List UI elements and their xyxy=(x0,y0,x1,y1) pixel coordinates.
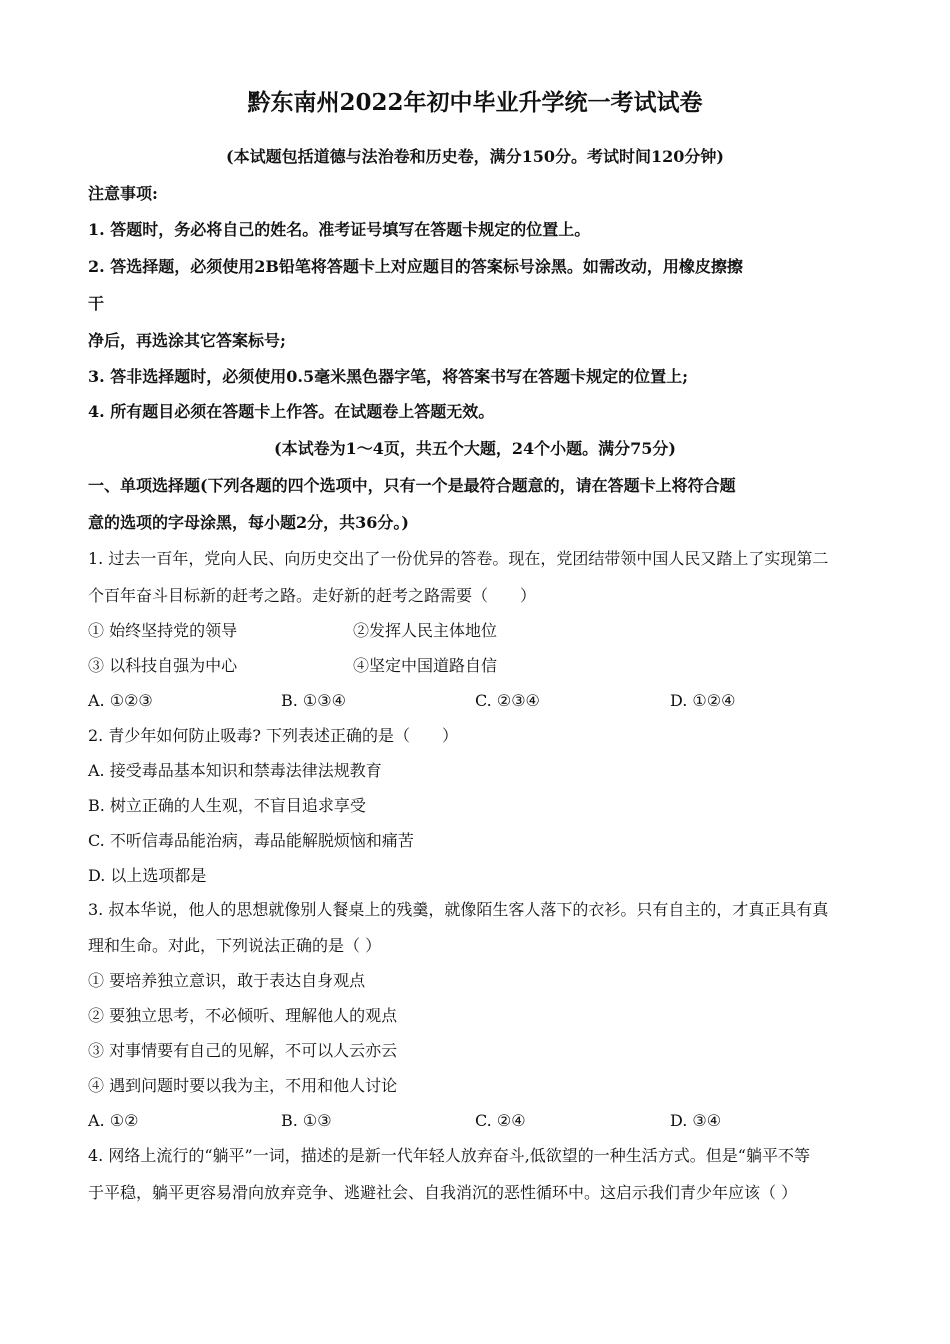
question-3-statement: ③ 对事情要有自己的见解，不可以人云亦云 xyxy=(88,1041,398,1060)
notice-item: 4. 所有题目必须在答题卡上作答。在试题卷上答题无效。 xyxy=(88,402,495,421)
question-2-option-d: D. 以上选项都是 xyxy=(88,866,207,885)
notice-item: 净后，再选涂其它答案标号; xyxy=(88,331,286,350)
notice-heading: 注意事项: xyxy=(88,184,158,203)
section-heading-cont: 意的选项的字母涂黑，每小题2分，共36分。) xyxy=(88,513,409,532)
question-4-stem: 4. 网络上流行的“躺平”一词，描述的是新一代年轻人放弃奋斗,低欲望的一种生活方式。但是“躺平不等 xyxy=(88,1146,810,1165)
paper-info: (本试卷为1～4页，共五个大题，24个小题。满分75分) xyxy=(274,439,676,458)
question-3-statement: ④ 遇到问题时要以我为主，不用和他人讨论 xyxy=(88,1076,398,1095)
section-heading: 一、单项选择题(下列各题的四个选项中，只有一个是最符合题意的，请在答题卡上将符合题 xyxy=(88,476,736,495)
question-3-option-b: B. ①③ xyxy=(281,1111,332,1130)
question-1-option-b: B. ①③④ xyxy=(281,691,346,710)
question-4-stem-cont: 于平稳，躺平更容易滑向放弃竞争、逃避社会、自我消沉的恶性循环中。这启示我们青少年应该（ ） xyxy=(88,1183,798,1202)
question-3-option-c: C. ②④ xyxy=(475,1111,526,1130)
question-1-statement: ③ 以科技自强为中心 xyxy=(88,656,238,675)
question-3-stem-cont: 理和生命。对此，下列说法正确的是（ ） xyxy=(88,936,382,955)
question-1-statement: ②发挥人民主体地位 xyxy=(353,621,498,640)
question-1-option-a: A. ①②③ xyxy=(88,691,153,710)
question-3-statement: ② 要独立思考，不必倾听、理解他人的观点 xyxy=(88,1006,398,1025)
exam-subtitle: (本试题包括道德与法治卷和历史卷，满分150分。考试时间120分钟) xyxy=(226,147,724,166)
notice-item: 1. 答题时，务必将自己的姓名。准考证号填写在答题卡规定的位置上。 xyxy=(88,220,591,239)
question-2-option-b: B. 树立正确的人生观，不盲目追求享受 xyxy=(88,796,366,815)
question-3-option-a: A. ①② xyxy=(88,1111,139,1130)
question-3-stem: 3. 叔本华说，他人的思想就像别人餐桌上的残羹，就像陌生客人落下的衣衫。只有自主的，才真正具有真 xyxy=(88,900,829,919)
question-1-stem: 1. 过去一百年，党向人民、向历史交出了一份优异的答卷。现在，党团结带领中国人民又踏上了实现第二 xyxy=(88,549,829,568)
question-1-option-c: C. ②③④ xyxy=(475,691,540,710)
notice-item: 2. 答选择题，必须使用2B铅笔将答题卡上对应题目的答案标号涂黑。如需改动，用橡皮擦擦 xyxy=(88,257,743,276)
notice-item: 干 xyxy=(88,294,105,313)
question-2-stem: 2. 青少年如何防止吸毒? 下列表述正确的是（ ） xyxy=(88,726,459,745)
question-1-statement: ④坚定中国道路自信 xyxy=(353,656,498,675)
question-1-stem-cont: 个百年奋斗目标新的赶考之路。走好新的赶考之路需要（ ） xyxy=(88,586,537,605)
question-2-option-c: C. 不听信毒品能治病，毒品能解脱烦恼和痛苦 xyxy=(88,831,414,850)
question-2-option-a: A. 接受毒品基本知识和禁毒法律法规教育 xyxy=(88,761,382,780)
notice-item: 3. 答非选择题时，必须使用0.5毫米黑色器字笔，将答案书写在答题卡规定的位置上; xyxy=(88,367,689,386)
question-1-option-d: D. ①②④ xyxy=(670,691,736,710)
question-1-statement: ① 始终坚持党的领导 xyxy=(88,621,238,640)
question-3-option-d: D. ③④ xyxy=(670,1111,722,1130)
question-3-statement: ① 要培养独立意识，敢于表达自身观点 xyxy=(88,971,366,990)
page-title: 黔东南州2022年初中毕业升学统一考试试卷 xyxy=(247,89,703,116)
